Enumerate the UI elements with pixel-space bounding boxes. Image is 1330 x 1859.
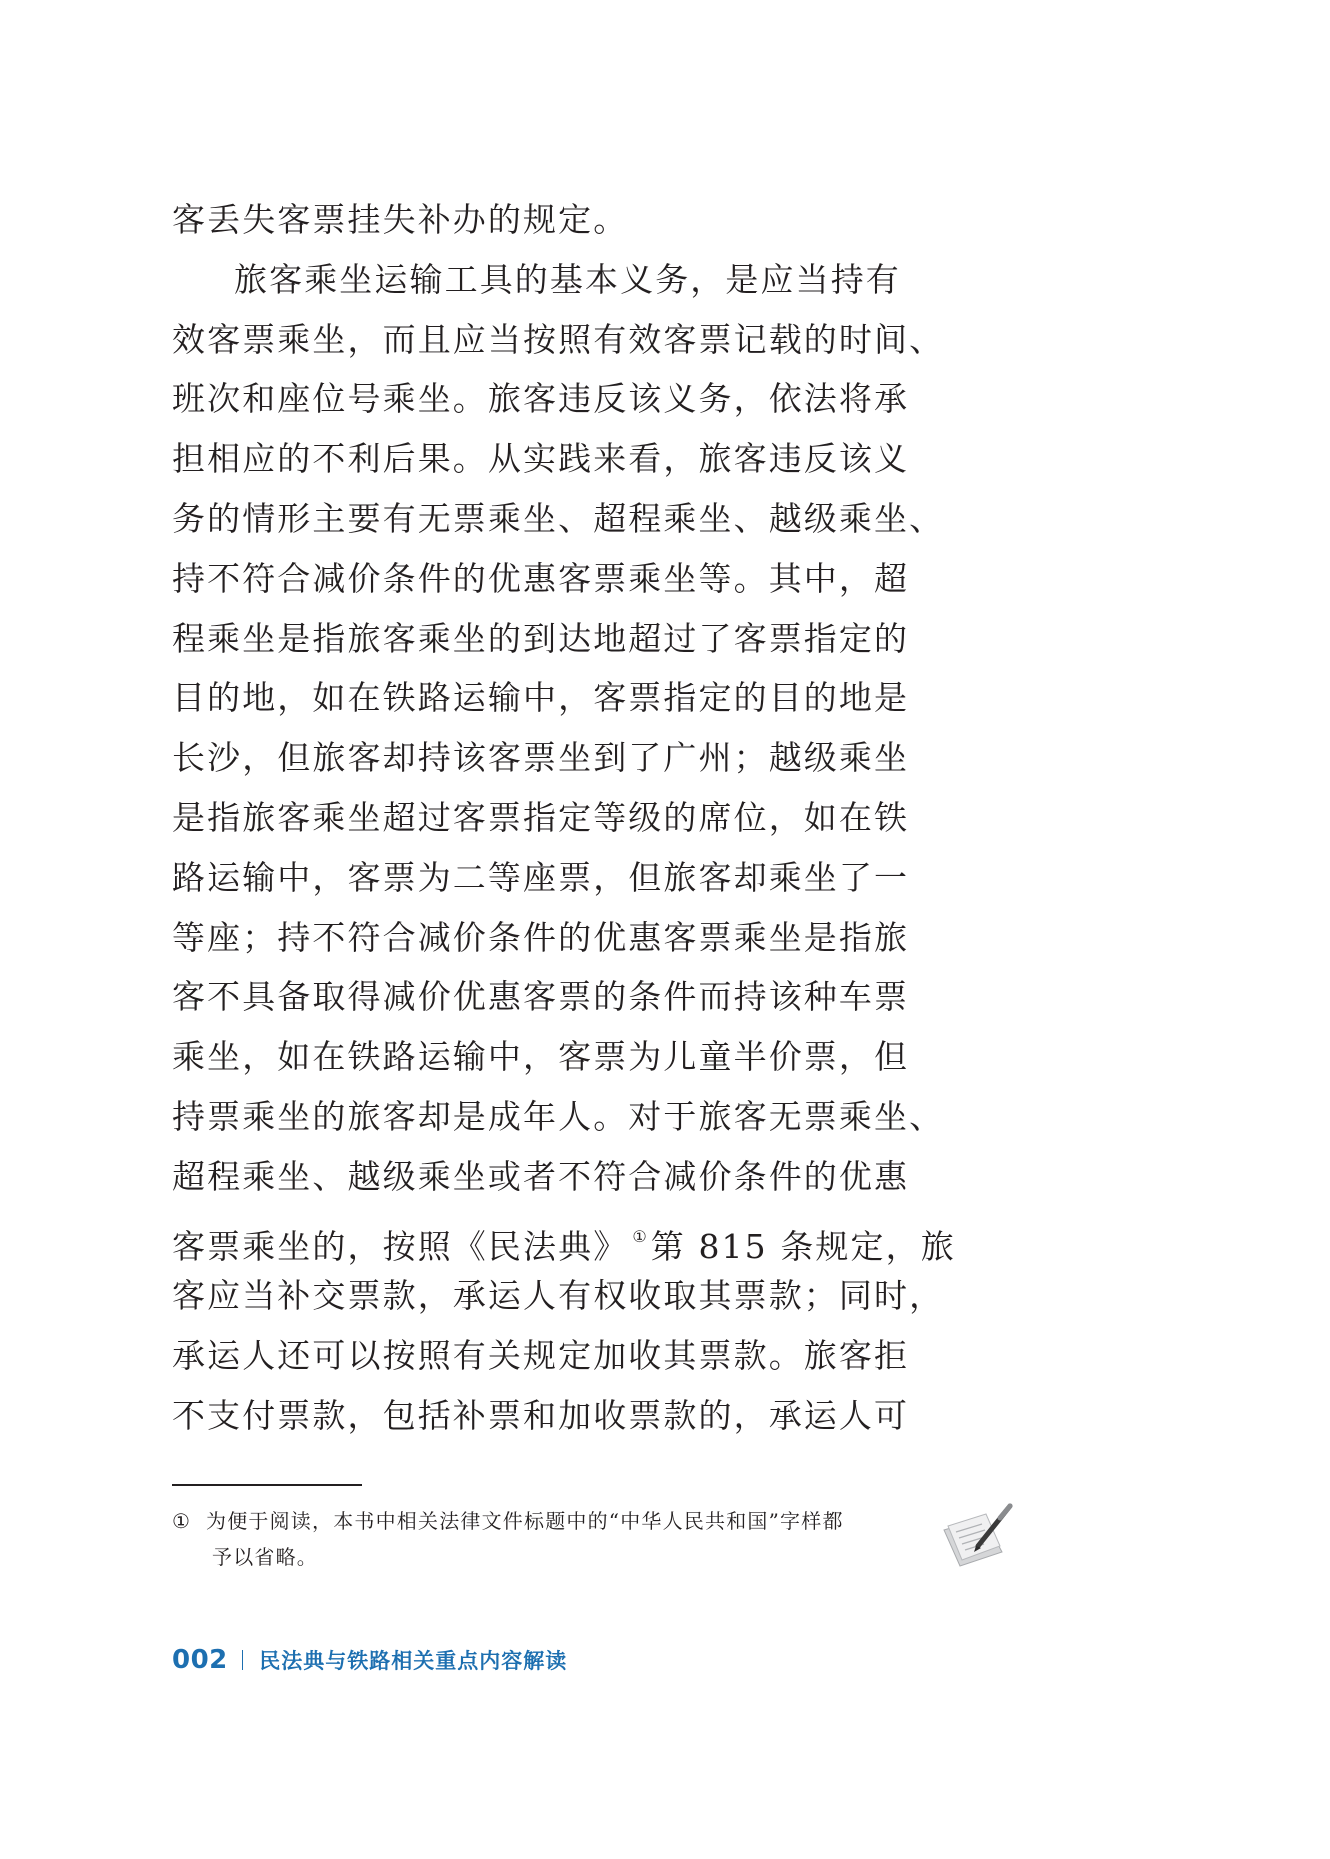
text-segment: 客票乘坐的，按照《民法典》 [172, 1226, 629, 1266]
footnote [172, 1503, 877, 1575]
text-line: 程乘坐是指旅客乘坐的到达地超过了客票指定的 [172, 618, 910, 658]
footnote-line [172, 1503, 877, 1539]
text-line-with-footnote [172, 1207, 956, 1267]
page-footer [172, 1642, 567, 1678]
footnote-reference[interactable]: ① [632, 1226, 649, 1246]
text-line: 持不符合减价条件的优惠客票乘坐等。其中，超 [172, 558, 910, 598]
text-line: 等座；持不符合减价条件的优惠客票乘坐是指旅 [172, 917, 910, 957]
footnote-divider [172, 1484, 362, 1486]
text-line: 效客票乘坐，而且应当按照有效客票记载的时间、 [172, 319, 945, 359]
text-line: 长沙，但旅客却持该客票坐到了广州；越级乘坐 [172, 738, 910, 778]
footnote-number: ① [172, 1509, 192, 1533]
body-text [172, 190, 956, 1446]
page-number: 002 [172, 1645, 228, 1675]
footnote-text: 为便于阅读，本书中相关法律文件标题中的“中华人民共和国”字样都 [206, 1509, 844, 1533]
text-line: 超程乘坐、越级乘坐或者不符合减价条件的优惠 [172, 1156, 910, 1196]
text-segment: 第 815 条规定，旅 [650, 1226, 956, 1266]
text-line: 客丢失客票挂失补办的规定。 [172, 200, 629, 239]
footnote-continuation: 予以省略。 [212, 1545, 318, 1569]
pen-and-paper-icon [940, 1500, 1020, 1570]
text-line: 客应当补交票款，承运人有权收取其票款；同时， [172, 1276, 945, 1316]
text-line: 是指旅客乘坐超过客票指定等级的席位，如在铁 [172, 797, 910, 837]
paragraph-first-line: 旅客乘坐运输工具的基本义务，是应当持有 [234, 259, 901, 299]
text-line: 乘坐，如在铁路运输中，客票为儿童半价票，但 [172, 1037, 910, 1077]
text-line: 路运输中，客票为二等座票，但旅客却乘坐了一 [172, 857, 910, 897]
text-line: 班次和座位号乘坐。旅客违反该义务，依法将承 [172, 379, 910, 419]
text-line: 持票乘坐的旅客却是成年人。对于旅客无票乘坐、 [172, 1096, 945, 1136]
text-line: 客不具备取得减价优惠客票的条件而持该种车票 [172, 977, 910, 1017]
book-title: 民法典与铁路相关重点内容解读 [259, 1649, 568, 1673]
text-line: 担相应的不利后果。从实践来看，旅客违反该义 [172, 439, 910, 479]
text-line: 目的地，如在铁路运输中，客票指定的目的地是 [172, 678, 910, 718]
text-line: 务的情形主要有无票乘坐、超程乘坐、越级乘坐、 [172, 498, 945, 538]
text-line: 承运人还可以按照有关规定加收其票款。旅客拒 [172, 1336, 910, 1376]
footer-divider [242, 1650, 244, 1670]
text-line: 不支付票款，包括补票和加收票款的，承运人可 [172, 1395, 910, 1435]
